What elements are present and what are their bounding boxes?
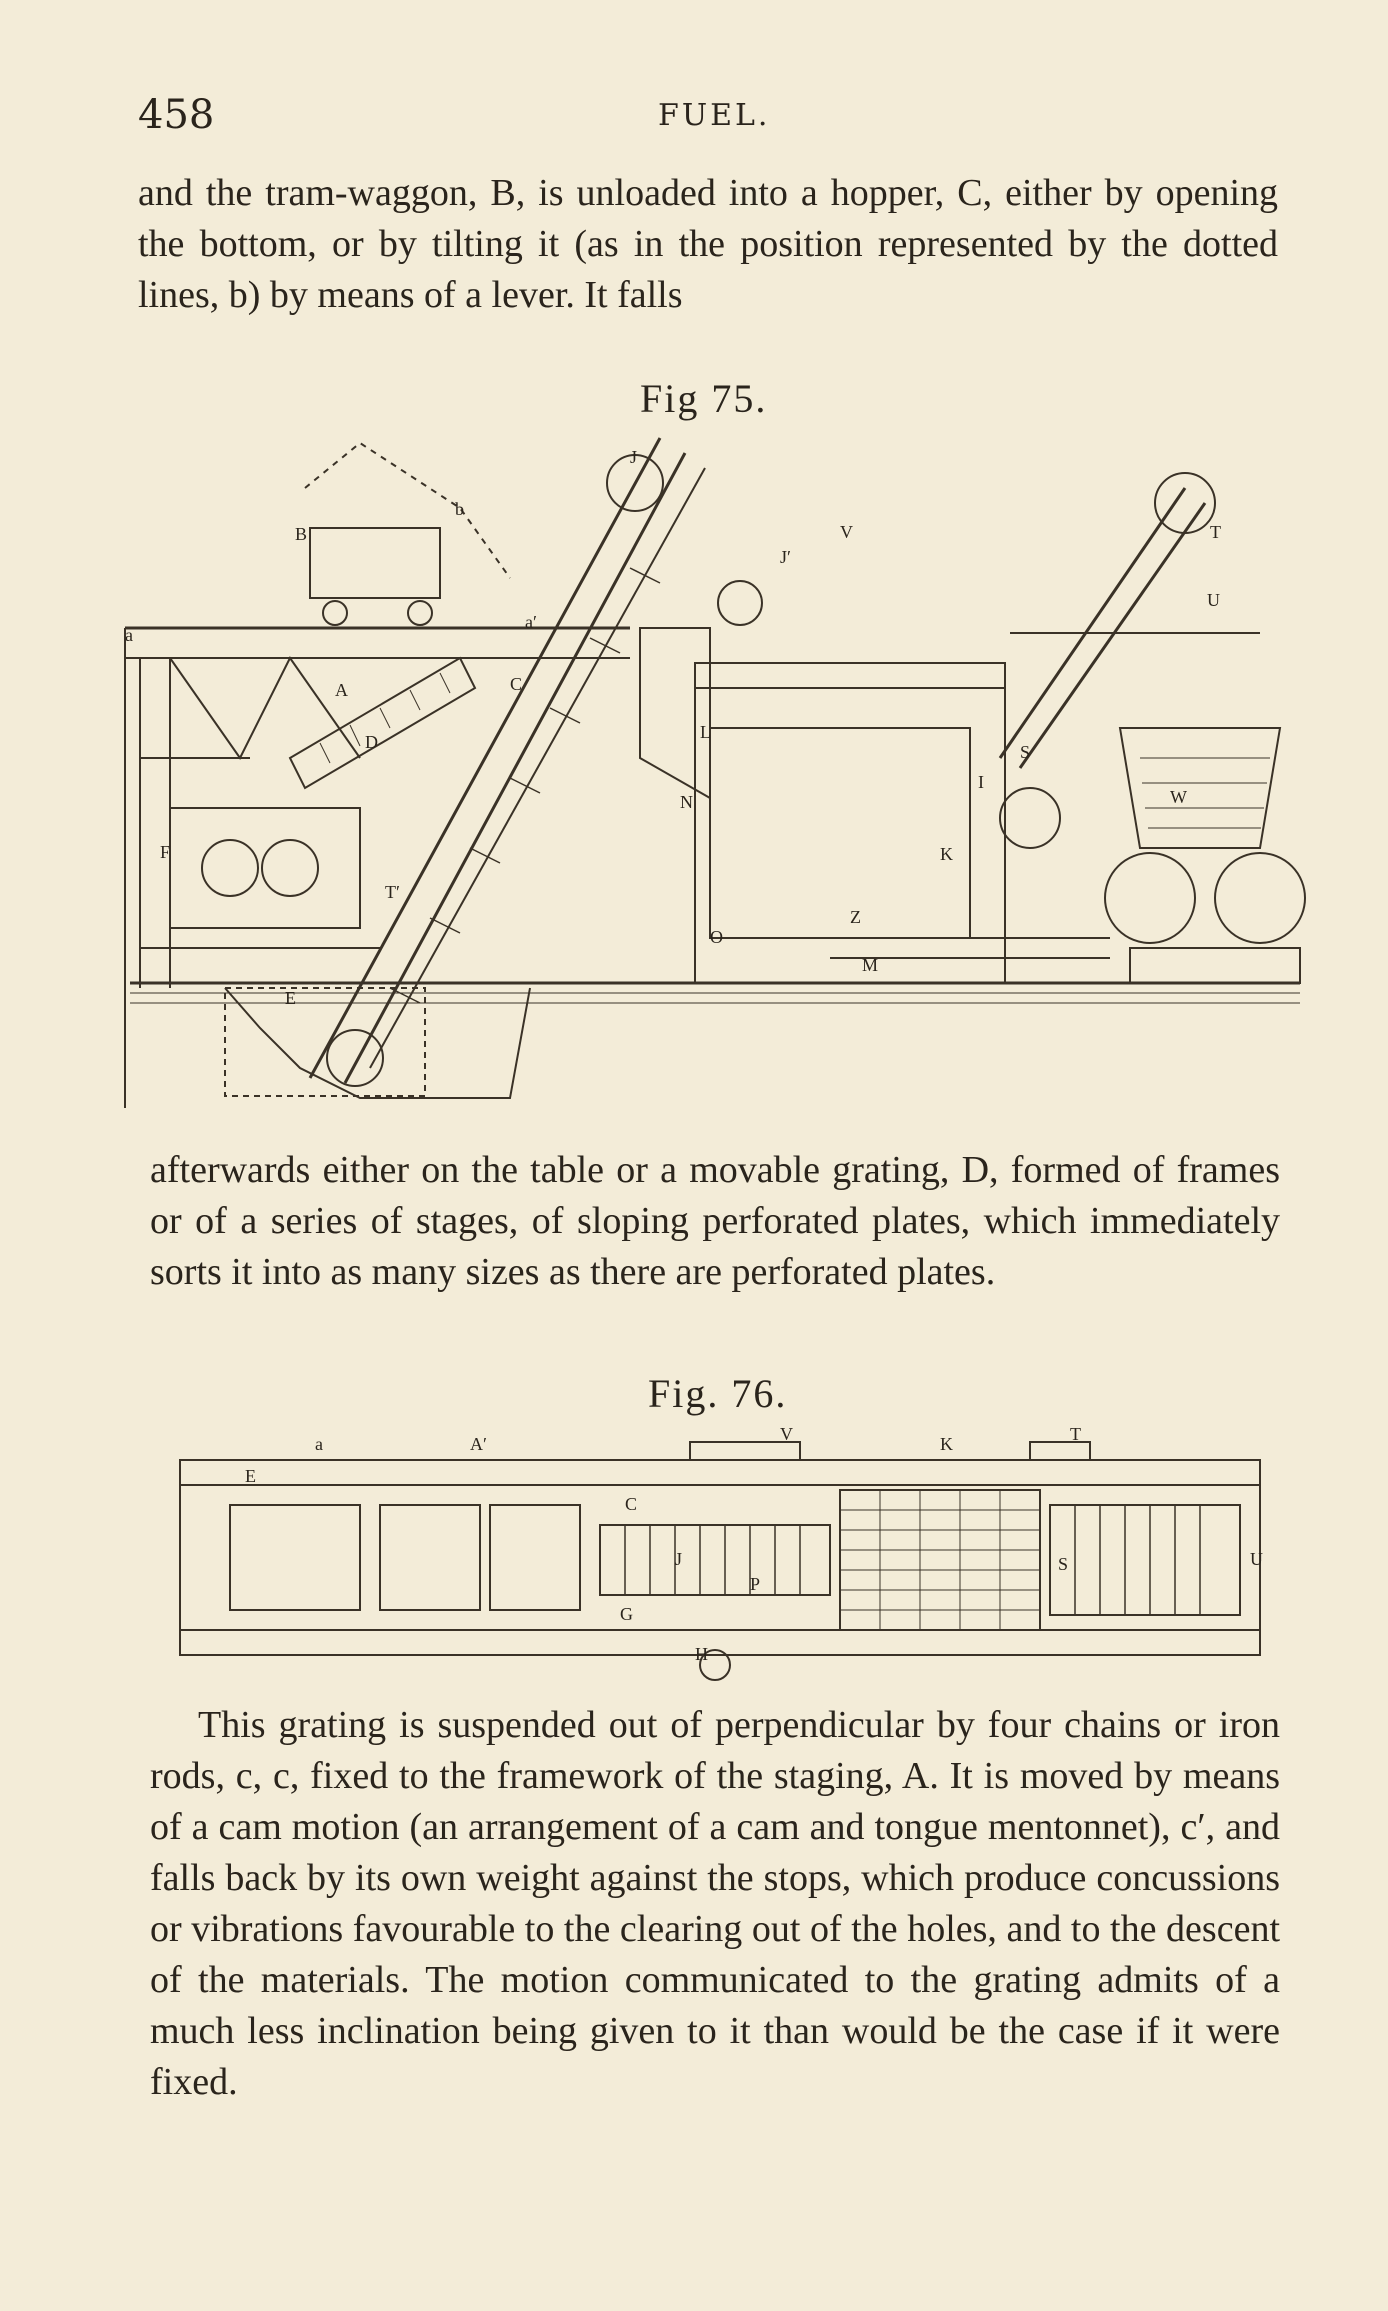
figure-75-label: I	[978, 772, 984, 792]
figure-75-label: A	[335, 680, 348, 700]
paragraph-1	[138, 168, 1278, 321]
paragraph-2	[150, 1145, 1280, 1298]
figure-75-caption: Fig 75.	[640, 376, 768, 421]
figure-75-drawing	[125, 428, 1300, 1118]
figure-75-label: M	[862, 955, 879, 975]
figure-76-plan-view	[170, 1424, 1270, 1700]
figure-76-label: P	[750, 1574, 761, 1594]
figure-76-label: E	[245, 1466, 256, 1486]
figure-75-label: T′	[385, 882, 400, 902]
figure-76-label: a	[315, 1434, 323, 1454]
figure-75-label: N	[680, 792, 693, 812]
figure-76-label: J	[675, 1549, 683, 1569]
figure-76-label: K	[940, 1434, 953, 1454]
paragraph-2-text: afterwards either on the table or a movable grating, D, formed of frames or of a series of stages, of sloping perforated plates, which immediately sorts it into as many sizes as there are perforated plates.	[150, 1149, 1280, 1293]
figure-75-label: J	[630, 447, 638, 467]
figure-75-label: D	[365, 732, 378, 752]
figure-76-label: U	[1250, 1549, 1263, 1569]
figure-75-label: T	[1210, 522, 1221, 542]
figure-75-coal-sorting-machine	[125, 428, 1300, 1118]
running-title: FUEL.	[658, 98, 771, 133]
figure-76-label: G	[620, 1604, 633, 1624]
paragraph-3-text: This grating is suspended out of perpendicular by four chains or iron rods, c, c, fixed to the framework of the staging, A. It is moved by means of a cam motion (an arrangement of a cam and tongue mentonnet), c′, and falls back by its own weight against the stops, which produce concussions or vibrations favourable to the clearing out of the holes, and to the descent of the materials. The motion communicated to the grating admits of a much less inclination being given to it than would be the case if it were fixed.	[150, 1704, 1280, 2103]
figure-75-label: O	[710, 927, 723, 947]
figure-76-label: A′	[470, 1434, 487, 1454]
figure-75-label: B	[295, 524, 308, 544]
paragraph-3	[150, 1700, 1280, 2108]
figure-75-label: W	[1170, 787, 1187, 807]
figure-75-label: S	[1020, 742, 1031, 762]
figure-75-label: L	[700, 722, 711, 742]
figure-75-label: V	[840, 522, 853, 542]
figure-75-label: K	[940, 844, 953, 864]
figure-76-label: C	[625, 1494, 638, 1514]
figure-76-label: S	[1058, 1554, 1069, 1574]
figure-76-drawing	[170, 1424, 1270, 1700]
figure-76-label: T	[1070, 1424, 1081, 1444]
figure-76-caption: Fig. 76.	[648, 1371, 788, 1416]
figure-75-label: Z	[850, 907, 861, 927]
figure-75-label: F	[160, 842, 171, 862]
paragraph-1-text: and the tram-waggon, B, is unloaded into a hopper, C, either by opening the bottom, or by tilting it (as in the position represented by the dotted lines, b) by means of a lever. It falls	[138, 172, 1278, 316]
figure-76-label: H	[695, 1644, 708, 1664]
figure-75-label: U	[1207, 590, 1220, 610]
page-number: 458	[138, 92, 215, 138]
figure-75-label: a′	[525, 612, 537, 632]
figure-75-label: b	[455, 499, 464, 519]
figure-75-label: C	[510, 674, 523, 694]
figure-75-label: E	[285, 988, 296, 1008]
figure-75-label: J′	[780, 547, 791, 567]
figure-76-label: V	[780, 1424, 793, 1444]
figure-75-label: a	[125, 625, 133, 645]
running-head	[138, 92, 1288, 142]
